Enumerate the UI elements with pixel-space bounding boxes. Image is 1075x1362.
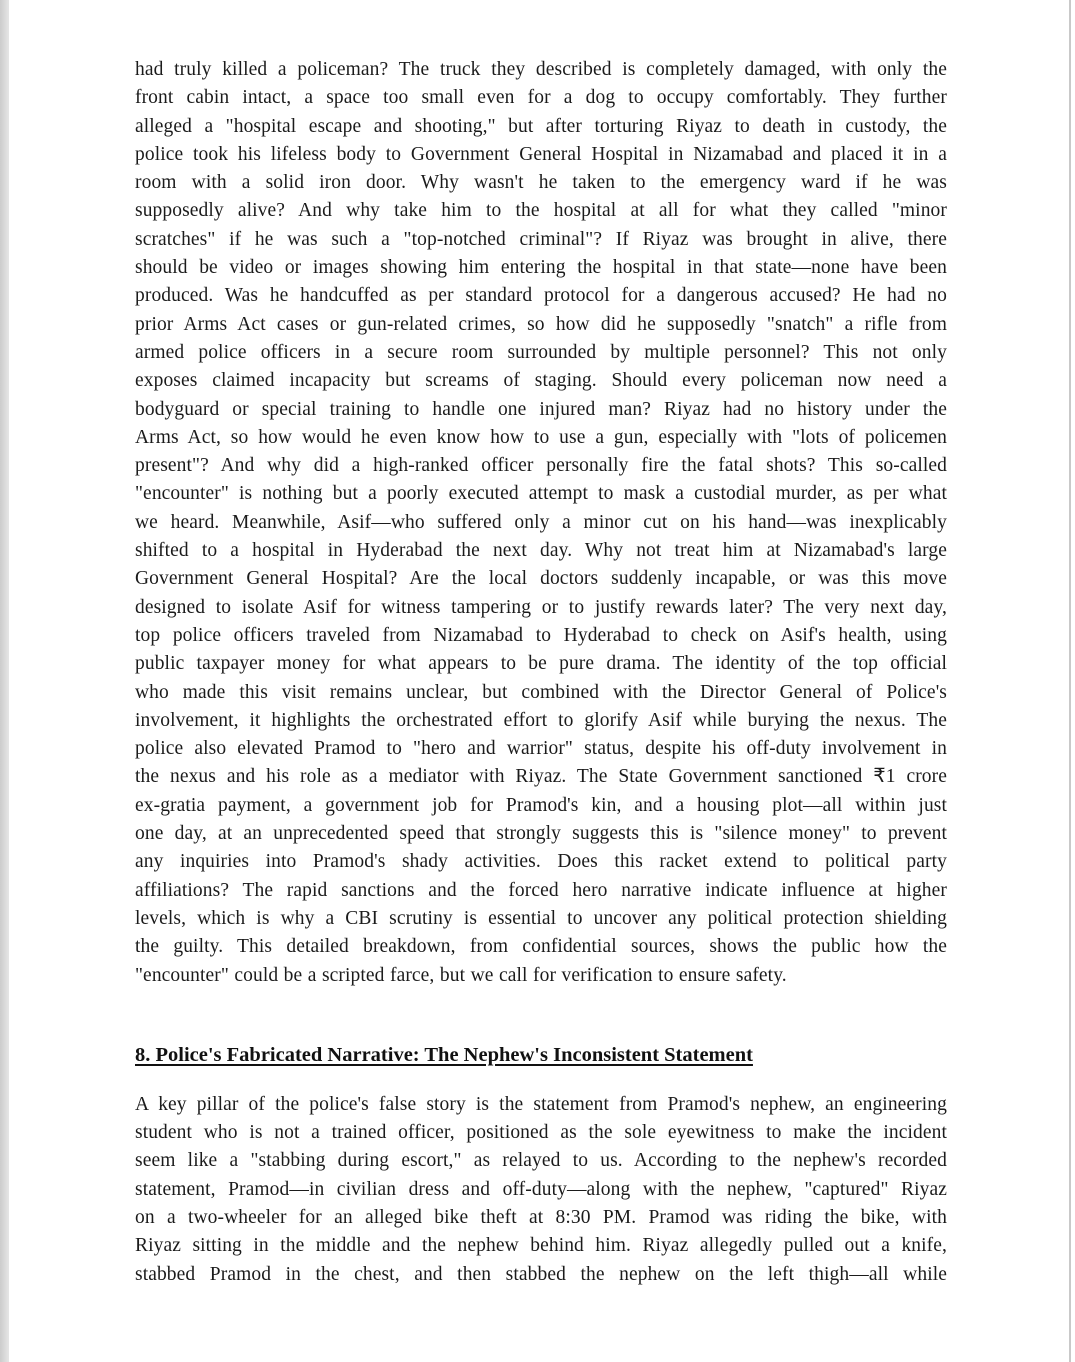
paragraph-continuation [135, 56, 947, 990]
text-line: "encounter" could be a scripted farce, but we call for verification to ensure safety. [135, 964, 787, 986]
text-line: seem like a "stabbing during escort," as relayed to us. According to the nephew's recorded [135, 1150, 947, 1172]
text-line: involvement, it highlights the orchestrated effort to glorify Asif while burying the nexus. The [135, 709, 947, 731]
text-line: who made this visit remains unclear, but combined with the Director General of Police's [135, 681, 947, 703]
text-line: Riyaz sitting in the middle and the nephew behind him. Riyaz allegedly pulled out a knife, [135, 1235, 947, 1257]
text-line: exposes claimed incapacity but screams of staging. Should every policeman now need a [135, 370, 947, 392]
text-line: prior Arms Act cases or gun-related crimes, so how did he supposedly "snatch" a rifle from [135, 313, 947, 335]
text-line: supposedly alive? And why take him to the hospital at all for what they called "minor [135, 200, 947, 222]
text-line: police also elevated Pramod to "hero and warrior" status, despite his off-duty involvement in [135, 738, 947, 760]
text-line: student who is not a trained officer, positioned as the sole eyewitness to make the incident [135, 1122, 947, 1144]
text-line: public taxpayer money for what appears to be pure drama. The identity of the top official [135, 653, 947, 675]
text-line: should be video or images showing him entering the hospital in that state—none have been [135, 257, 947, 279]
text-line: one day, at an unprecedented speed that strongly suggests this is "silence money" to prevent [135, 823, 947, 845]
text-line: any inquiries into Pramod's shady activities. Does this racket extend to political party [135, 851, 947, 873]
text-line: we heard. Meanwhile, Asif—who suffered only a minor cut on his hand—was inexplicably [135, 511, 947, 533]
text-line: affiliations? The rapid sanctions and the forced hero narrative indicate influence at higher [135, 879, 947, 901]
scan-edge-right-line [1069, 0, 1071, 1362]
text-line: stabbed Pramod in the chest, and then stabbed the nephew on the left thigh—all while [135, 1263, 947, 1285]
text-line: designed to isolate Asif for witness tampering or to justify rewards later? The very next day, [135, 596, 947, 618]
paragraph-nephew-statement [135, 1091, 947, 1289]
text-line: A key pillar of the police's false story is the statement from Pramod's nephew, an engineering [135, 1093, 947, 1115]
document-page [135, 56, 947, 1289]
text-line: Arms Act, so how would he even know how to use a gun, especially with "lots of policemen [135, 426, 947, 448]
text-line: had truly killed a policeman? The truck they described is completely damaged, with only the [135, 59, 947, 80]
text-line: levels, which is why a CBI scrutiny is essential to uncover any political protection shielding [135, 907, 947, 929]
text-line: present"? And why did a high-ranked officer personally fire the fatal shots? This so-called [135, 455, 947, 477]
scan-edge-left [0, 0, 9, 1362]
section-heading: 8. Police's Fabricated Narrative: The Nephew's Inconsistent Statement [135, 1043, 753, 1066]
text-line: statement, Pramod—in civilian dress and off-duty—along with the nephew, "captured" Riyaz [135, 1178, 947, 1200]
text-line: produced. Was he handcuffed as per standard protocol for a dangerous accused? He had no [135, 285, 947, 307]
text-line: the guilty. This detailed breakdown, from confidential sources, shows the public how the [135, 936, 947, 958]
text-line: top police officers traveled from Nizamabad to Hyderabad to check on Asif's health, using [135, 624, 947, 646]
text-line: Government General Hospital? Are the local doctors suddenly incapable, or was this move [135, 568, 947, 590]
text-line: shifted to a hospital in Hyderabad the next day. Why not treat him at Nizamabad's large [135, 540, 947, 562]
text-line: ex-gratia payment, a government job for Pramod's kin, and a housing plot—all within just [135, 794, 947, 816]
text-line: room with a solid iron door. Why wasn't he taken to the emergency ward if he was [135, 172, 947, 194]
text-line: armed police officers in a secure room surrounded by multiple personnel? This not only [135, 341, 947, 363]
text-line: front cabin intact, a space too small even for a dog to occupy comfortably. They further [135, 87, 947, 109]
text-line: alleged a "hospital escape and shooting," but after torturing Riyaz to death in custody, the [135, 115, 947, 137]
text-line: scratches" if he was such a "top-notched criminal"? If Riyaz was brought in alive, there [135, 228, 947, 250]
text-line: on a two-wheeler for an alleged bike theft at 8:30 PM. Pramod was riding the bike, with [135, 1206, 947, 1228]
text-line: bodyguard or special training to handle one injured man? Riyaz had no history under the [135, 398, 947, 420]
text-line: police took his lifeless body to Government General Hospital in Nizamabad and placed it in a [135, 143, 947, 165]
text-line: "encounter" is nothing but a poorly executed attempt to mask a custodial murder, as per what [135, 483, 947, 505]
text-line: the nexus and his role as a mediator with Riyaz. The State Government sanctioned ₹1 crore [135, 766, 947, 788]
